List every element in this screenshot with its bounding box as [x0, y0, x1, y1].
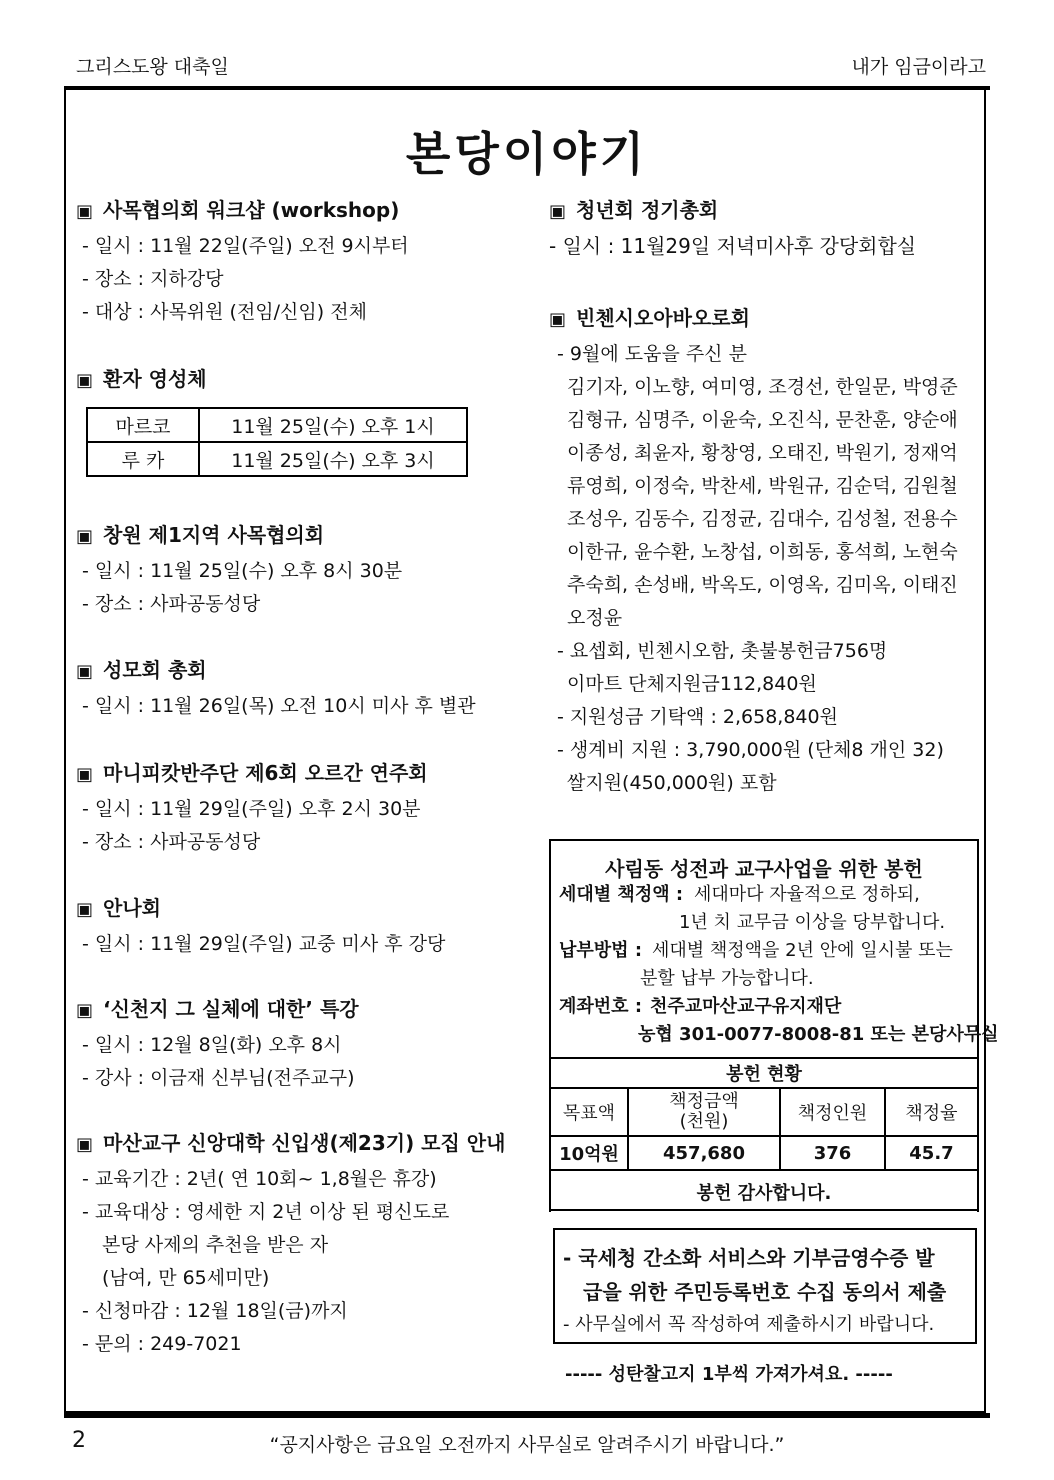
donor-line: 김기자, 이노향, 여미영, 조경선, 한일문, 박영준 — [567, 376, 958, 398]
section-title: 마산교구 신앙대학 신입생(제23기) 모집 안내 — [103, 1131, 506, 1155]
donor-line: 추숙희, 손성배, 박옥도, 이영옥, 김미옥, 이태진 — [567, 574, 958, 596]
info-line: (남여, 만 65세미만) — [102, 1267, 270, 1289]
square-bullet-icon: ▣ — [76, 764, 94, 785]
section-youth — [549, 198, 916, 263]
page-number: 2 — [72, 1428, 86, 1453]
info-line: - 강사 : 이금재 신부님(전주교구) — [82, 1067, 355, 1089]
table-row — [550, 1136, 978, 1170]
section-anna — [76, 896, 445, 961]
status-title: 봉헌 현황 — [550, 1058, 978, 1088]
table-cell: 11월 25일(수) 오후 1시 — [199, 408, 467, 442]
info-line: - 일시 : 11월 29일(주일) 오후 2시 30분 — [82, 798, 421, 820]
offering-status-table — [549, 1057, 979, 1212]
section-title: 환자 영성체 — [103, 367, 207, 391]
section-sick-communion — [76, 367, 207, 393]
frame-bottom-rule — [64, 1413, 990, 1418]
info-line: - 생계비 지원 : 3,790,000원 (단체8 개인 32) — [557, 739, 944, 761]
donor-line: 류영희, 이정숙, 박찬세, 박원규, 김순덕, 김원철 — [567, 475, 958, 497]
offering-box — [549, 839, 999, 1211]
tax-notice-line: 급을 위한 주민등록번호 수집 동의서 제출 — [583, 1280, 947, 1304]
section-mothers — [76, 658, 476, 723]
donor-line: 이종성, 최윤자, 황창영, 오태진, 박원기, 정재억 — [567, 442, 958, 464]
section-title: 마니피캇반주단 제6회 오르간 연주회 — [103, 761, 428, 785]
table-cell: 10억원 — [550, 1136, 628, 1170]
info-line: - 장소 : 지하강당 — [82, 268, 224, 290]
info-line: - 교육기간 : 2년( 연 10회~ 1,8월은 휴강) — [82, 1168, 437, 1190]
donor-line: 조성우, 김동수, 김정균, 김대수, 김성철, 전용수 — [567, 508, 958, 530]
method-text: 분할 납부 가능합니다. — [640, 968, 814, 989]
square-bullet-icon: ▣ — [76, 1134, 94, 1155]
section-magnificat — [76, 761, 428, 859]
tax-notice-line: - 국세청 간소화 서비스와 기부금영수증 발 — [563, 1246, 935, 1270]
square-bullet-icon: ▣ — [76, 526, 94, 547]
amount-label: 세대별 책정액 : — [559, 884, 684, 905]
amount-text: 1년 치 교무금 이상을 당부합니다. — [679, 912, 946, 933]
section-title: 빈첸시오아바오로회 — [576, 306, 750, 330]
tax-notice-line: - 사무실에서 꼭 작성하여 제출하시기 바랍니다. — [563, 1314, 935, 1335]
table-cell: 376 — [780, 1136, 885, 1170]
info-line: - 문의 : 249-7021 — [82, 1333, 242, 1355]
section-title: 청년회 정기총회 — [576, 198, 719, 222]
offering-title: 사림동 성전과 교구사업을 위한 봉헌 — [605, 857, 923, 881]
account-text: 농협 301-0077-8008-81 또는 본당사무실 — [638, 1024, 999, 1045]
square-bullet-icon: ▣ — [76, 201, 94, 222]
table-cell: 루 카 — [87, 442, 199, 476]
square-bullet-icon: ▣ — [549, 201, 567, 222]
page-title: 본당이야기 — [405, 127, 649, 181]
square-bullet-icon: ▣ — [76, 370, 94, 391]
method-text: 세대별 책정액을 2년 안에 일시불 또는 — [652, 940, 953, 961]
table-row — [87, 442, 467, 476]
square-bullet-icon: ▣ — [76, 661, 94, 682]
info-line: - 일시 : 12월 8일(화) 오후 8시 — [82, 1034, 342, 1056]
footer-notice: “공지사항은 금요일 오전까지 사무실로 알려주시기 바랍니다.” — [269, 1434, 785, 1456]
square-bullet-icon: ▣ — [549, 309, 567, 330]
table-cell: 45.7 — [885, 1136, 978, 1170]
section-title: 안나회 — [103, 896, 161, 920]
info-line: - 9월에 도움을 주신 분 — [557, 343, 747, 365]
donor-line: 오정윤 — [567, 607, 623, 629]
sick-communion-table — [86, 407, 468, 477]
table-header: 책정금액 (천원) — [628, 1088, 780, 1136]
section-vincent — [549, 306, 958, 800]
info-line: - 지원성금 기탁액 : 2,658,840원 — [557, 706, 838, 728]
amount-text: 세대마다 자율적으로 정하되, — [694, 884, 920, 905]
table-header: 책정인원 — [780, 1088, 885, 1136]
info-line: - 대상 : 사목위원 (전임/신임) 전체 — [82, 301, 367, 323]
section-lecture — [76, 997, 359, 1095]
info-line: - 일시 : 11월 29일(주일) 교중 미사 후 강당 — [82, 933, 446, 955]
table-header: 목표액 — [550, 1088, 628, 1136]
square-bullet-icon: ▣ — [76, 899, 94, 920]
info-line: - 신청마감 : 12월 18일(금)까지 — [82, 1300, 348, 1322]
section-title: ‘신천지 그 실체에 대한’ 특강 — [103, 997, 359, 1021]
account-text: 천주교마산교구유지재단 — [650, 996, 842, 1017]
thanks-text: 봉헌 감사합니다. — [550, 1170, 978, 1212]
info-line: - 일시 : 11월 25일(수) 오후 8시 30분 — [82, 560, 403, 582]
table-row — [550, 1088, 978, 1136]
info-line: 이마트 단체지원금112,840원 — [567, 673, 817, 695]
section-college — [76, 1131, 505, 1361]
tax-notice-box — [553, 1228, 977, 1344]
donor-line: 이한규, 윤수환, 노창섭, 이희동, 홍석희, 노현숙 — [567, 541, 958, 563]
square-bullet-icon: ▣ — [76, 1000, 94, 1021]
info-line: - 장소 : 사파공동성당 — [82, 593, 261, 615]
table-header: 책정율 — [885, 1088, 978, 1136]
info-line: 쌀지원(450,000원) 포함 — [567, 772, 777, 794]
calendar-notice: ----- 성탄찰고지 1부씩 가져가셔요. ----- — [565, 1364, 893, 1385]
header-left-title: 그리스도왕 대축일 — [76, 56, 229, 78]
info-line: - 장소 : 사파공동성당 — [82, 831, 261, 853]
header-right-title: 내가 임금이라고 — [851, 56, 986, 78]
info-line: - 일시 : 11월 22일(주일) 오전 9시부터 — [82, 235, 409, 257]
section-changwon — [76, 523, 402, 621]
table-row — [550, 1058, 978, 1088]
section-title: 사목협의회 워크샵 (workshop) — [103, 198, 400, 222]
table-row — [550, 1170, 978, 1212]
section-title: 성모회 총회 — [103, 658, 207, 682]
section-title: 창원 제1지역 사목협의회 — [103, 523, 325, 547]
section-workshop — [76, 198, 409, 329]
info-line: 본당 사제의 추천을 받은 자 — [102, 1234, 329, 1256]
method-label: 납부방법 : — [559, 940, 643, 961]
table-cell: 457,680 — [628, 1136, 780, 1170]
account-label: 계좌번호 : — [559, 996, 643, 1017]
donor-line: 김형규, 심명주, 이윤숙, 오진식, 문찬훈, 양순애 — [567, 409, 958, 431]
table-cell: 11월 25일(수) 오후 3시 — [199, 442, 467, 476]
info-line: - 요셉회, 빈첸시오함, 촛불봉헌금756명 — [557, 640, 888, 662]
info-line: - 일시 : 11월29일 저녁미사후 강당회합실 — [549, 234, 917, 258]
info-line: - 교육대상 : 영세한 지 2년 이상 된 평신도로 — [82, 1201, 450, 1223]
table-cell: 마르코 — [87, 408, 199, 442]
table-row — [87, 408, 467, 442]
info-line: - 일시 : 11월 26일(목) 오전 10시 미사 후 별관 — [82, 695, 476, 717]
